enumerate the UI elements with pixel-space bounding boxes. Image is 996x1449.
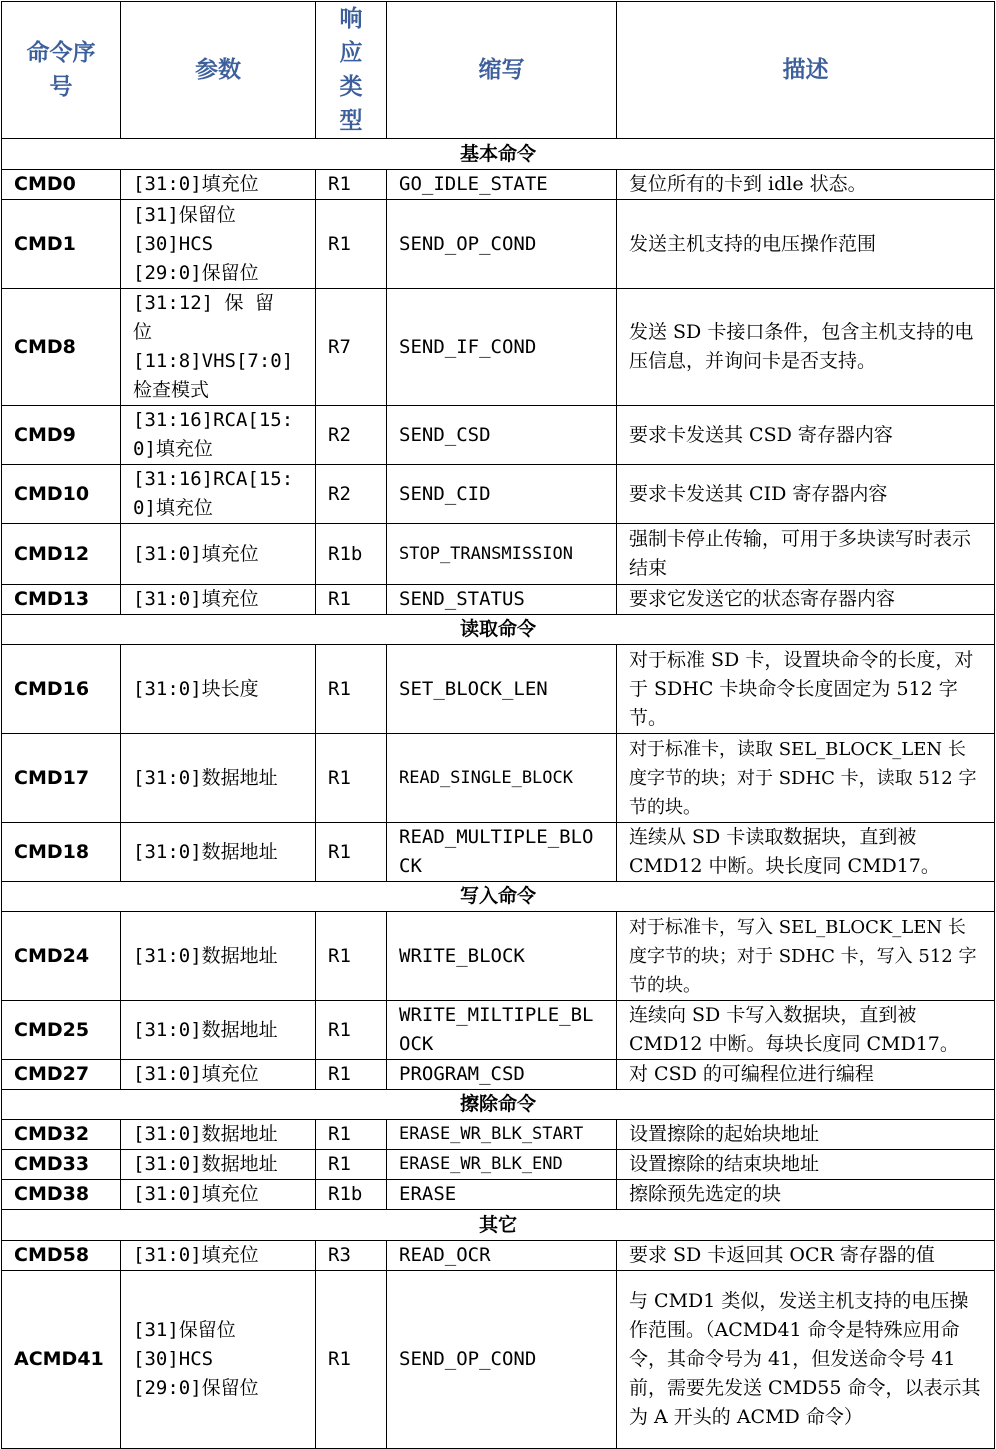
cell-param: [31]保留位 [30]HCS [29:0]保留位 — [121, 200, 316, 289]
cell-resp: R1 — [316, 1150, 387, 1180]
cell-code: CMD9 — [2, 406, 121, 465]
header-abbr: 缩写 — [387, 2, 617, 139]
cell-param: [31:0]填充位 — [121, 1060, 316, 1090]
cell-param: [31:0]数据地址 — [121, 912, 316, 1001]
table-row — [2, 585, 995, 615]
cell-abbr: ERASE_WR_BLK_END — [387, 1150, 617, 1180]
cell-param: [31:12] 保 留 位 [11:8]VHS[7:0] 检查模式 — [121, 289, 316, 406]
cell-param: [31:0]填充位 — [121, 1180, 316, 1210]
cell-desc: 设置擦除的结束块地址 — [617, 1150, 995, 1180]
table-row — [2, 465, 995, 524]
header-row — [2, 2, 995, 139]
cell-abbr: ERASE_WR_BLK_START — [387, 1120, 617, 1150]
table-row — [2, 645, 995, 734]
cell-resp: R1 — [316, 645, 387, 734]
cell-code: CMD8 — [2, 289, 121, 406]
cell-abbr: STOP_TRANSMISSION — [387, 524, 617, 585]
cell-code: ACMD41 — [2, 1271, 121, 1449]
cell-code: CMD32 — [2, 1120, 121, 1150]
table-row — [2, 1001, 995, 1060]
header-resp: 响应类型 — [316, 2, 387, 139]
cell-desc: 要求卡发送其 CSD 寄存器内容 — [617, 406, 995, 465]
cell-code: CMD1 — [2, 200, 121, 289]
cell-abbr: SEND_CSD — [387, 406, 617, 465]
sd-command-table — [1, 1, 995, 1449]
cell-param: [31:0]数据地址 — [121, 1120, 316, 1150]
cell-abbr: WRITE_BLOCK — [387, 912, 617, 1001]
table-row — [2, 1271, 995, 1449]
cell-desc: 对于标准卡，写入 SEL_BLOCK_LEN 长度字节的块；对于 SDHC 卡，写入 512 字节的块。 — [617, 912, 995, 1001]
cell-param: [31:16]RCA[15:0]填充位 — [121, 465, 316, 524]
section-write: 写入命令 — [2, 882, 995, 912]
cell-desc: 要求它发送它的状态寄存器内容 — [617, 585, 995, 615]
cell-desc: 连续向 SD 卡写入数据块，直到被 CMD12 中断。每块长度同 CMD17。 — [617, 1001, 995, 1060]
header-params: 参数 — [121, 2, 316, 139]
cell-desc: 擦除预先选定的块 — [617, 1180, 995, 1210]
cell-code: CMD38 — [2, 1180, 121, 1210]
cell-param: [31:0]数据地址 — [121, 823, 316, 882]
section-row — [2, 615, 995, 645]
cell-desc: 要求卡发送其 CID 寄存器内容 — [617, 465, 995, 524]
cell-resp: R1b — [316, 1180, 387, 1210]
cell-abbr: SEND_OP_COND — [387, 200, 617, 289]
cell-code: CMD16 — [2, 645, 121, 734]
table-row — [2, 1180, 995, 1210]
cell-resp: R1 — [316, 200, 387, 289]
cell-abbr: WRITE_MILTIPLE_BLOCK — [387, 1001, 617, 1060]
table-row — [2, 200, 995, 289]
cell-code: CMD27 — [2, 1060, 121, 1090]
cell-code: CMD10 — [2, 465, 121, 524]
cell-desc: 对于标准卡，读取 SEL_BLOCK_LEN 长度字节的块；对于 SDHC 卡，读取 512 字节的块。 — [617, 734, 995, 823]
cell-abbr: SEND_STATUS — [387, 585, 617, 615]
cell-param: [31:0]块长度 — [121, 645, 316, 734]
cell-code: CMD18 — [2, 823, 121, 882]
cell-code: CMD12 — [2, 524, 121, 585]
cell-desc: 对于标准 SD 卡，设置块命令的长度，对于 SDHC 卡块命令长度固定为 512 字节。 — [617, 645, 995, 734]
cell-code: CMD0 — [2, 170, 121, 200]
cell-param: [31:0]填充位 — [121, 170, 316, 200]
table-row — [2, 912, 995, 1001]
cell-param: [31:0]数据地址 — [121, 1001, 316, 1060]
table-row — [2, 524, 995, 585]
table-row — [2, 1150, 995, 1180]
header-desc: 描述 — [617, 2, 995, 139]
section-basic: 基本命令 — [2, 139, 995, 170]
table-row — [2, 170, 995, 200]
cell-resp: R1 — [316, 734, 387, 823]
section-read: 读取命令 — [2, 615, 995, 645]
cell-abbr: READ_MULTIPLE_BLOCK — [387, 823, 617, 882]
cell-abbr: SEND_CID — [387, 465, 617, 524]
cell-resp: R3 — [316, 1241, 387, 1271]
cell-desc: 连续从 SD 卡读取数据块，直到被 CMD12 中断。块长度同 CMD17。 — [617, 823, 995, 882]
cell-resp: R2 — [316, 406, 387, 465]
table-row — [2, 1120, 995, 1150]
table-row — [2, 289, 995, 406]
cell-resp: R1 — [316, 1271, 387, 1449]
cell-code: CMD17 — [2, 734, 121, 823]
section-row — [2, 1090, 995, 1120]
cell-abbr: READ_SINGLE_BLOCK — [387, 734, 617, 823]
cell-desc: 对 CSD 的可编程位进行编程 — [617, 1060, 995, 1090]
cell-abbr: SET_BLOCK_LEN — [387, 645, 617, 734]
cell-abbr: READ_OCR — [387, 1241, 617, 1271]
section-row — [2, 1210, 995, 1241]
cell-abbr: ERASE — [387, 1180, 617, 1210]
cell-param: [31]保留位 [30]HCS [29:0]保留位 — [121, 1271, 316, 1449]
cell-code: CMD24 — [2, 912, 121, 1001]
cell-desc: 复位所有的卡到 idle 状态。 — [617, 170, 995, 200]
cell-desc: 强制卡停止传输，可用于多块读写时表示结束 — [617, 524, 995, 585]
cell-resp: R7 — [316, 289, 387, 406]
cell-code: CMD33 — [2, 1150, 121, 1180]
cell-resp: R1 — [316, 823, 387, 882]
cell-desc: 设置擦除的起始块地址 — [617, 1120, 995, 1150]
cell-resp: R1 — [316, 912, 387, 1001]
cell-resp: R2 — [316, 465, 387, 524]
section-other: 其它 — [2, 1210, 995, 1241]
cell-param: [31:0]数据地址 — [121, 1150, 316, 1180]
cell-abbr: SEND_IF_COND — [387, 289, 617, 406]
table-row — [2, 1241, 995, 1271]
cell-desc: 发送 SD 卡接口条件，包含主机支持的电压信息，并询问卡是否支持。 — [617, 289, 995, 406]
cell-resp: R1 — [316, 1060, 387, 1090]
cell-resp: R1 — [316, 585, 387, 615]
section-erase: 擦除命令 — [2, 1090, 995, 1120]
section-row — [2, 139, 995, 170]
table-row — [2, 734, 995, 823]
table-row — [2, 1060, 995, 1090]
cell-resp: R1 — [316, 1001, 387, 1060]
cell-desc: 要求 SD 卡返回其 OCR 寄存器的值 — [617, 1241, 995, 1271]
cell-desc: 与 CMD1 类似，发送主机支持的电压操作范围。（ACMD41 命令是特殊应用命令，其命令号为 41，但发送命令号 41 前，需要先发送 CMD55 命令，以表示其为 A 开头的 ACMD 命令） — [617, 1271, 995, 1449]
cell-abbr: PROGRAM_CSD — [387, 1060, 617, 1090]
cell-resp: R1 — [316, 1120, 387, 1150]
cell-resp: R1 — [316, 170, 387, 200]
cell-resp: R1b — [316, 524, 387, 585]
cell-code: CMD58 — [2, 1241, 121, 1271]
cell-desc: 发送主机支持的电压操作范围 — [617, 200, 995, 289]
header-code: 命令序号 — [2, 2, 121, 139]
table-row — [2, 406, 995, 465]
cell-param: [31:0]填充位 — [121, 1241, 316, 1271]
cell-abbr: GO_IDLE_STATE — [387, 170, 617, 200]
table-row — [2, 823, 995, 882]
cell-param: [31:16]RCA[15:0]填充位 — [121, 406, 316, 465]
cell-param: [31:0]填充位 — [121, 524, 316, 585]
cell-param: [31:0]填充位 — [121, 585, 316, 615]
cell-param: [31:0]数据地址 — [121, 734, 316, 823]
cell-abbr: SEND_OP_COND — [387, 1271, 617, 1449]
section-row — [2, 882, 995, 912]
cell-code: CMD25 — [2, 1001, 121, 1060]
cell-code: CMD13 — [2, 585, 121, 615]
